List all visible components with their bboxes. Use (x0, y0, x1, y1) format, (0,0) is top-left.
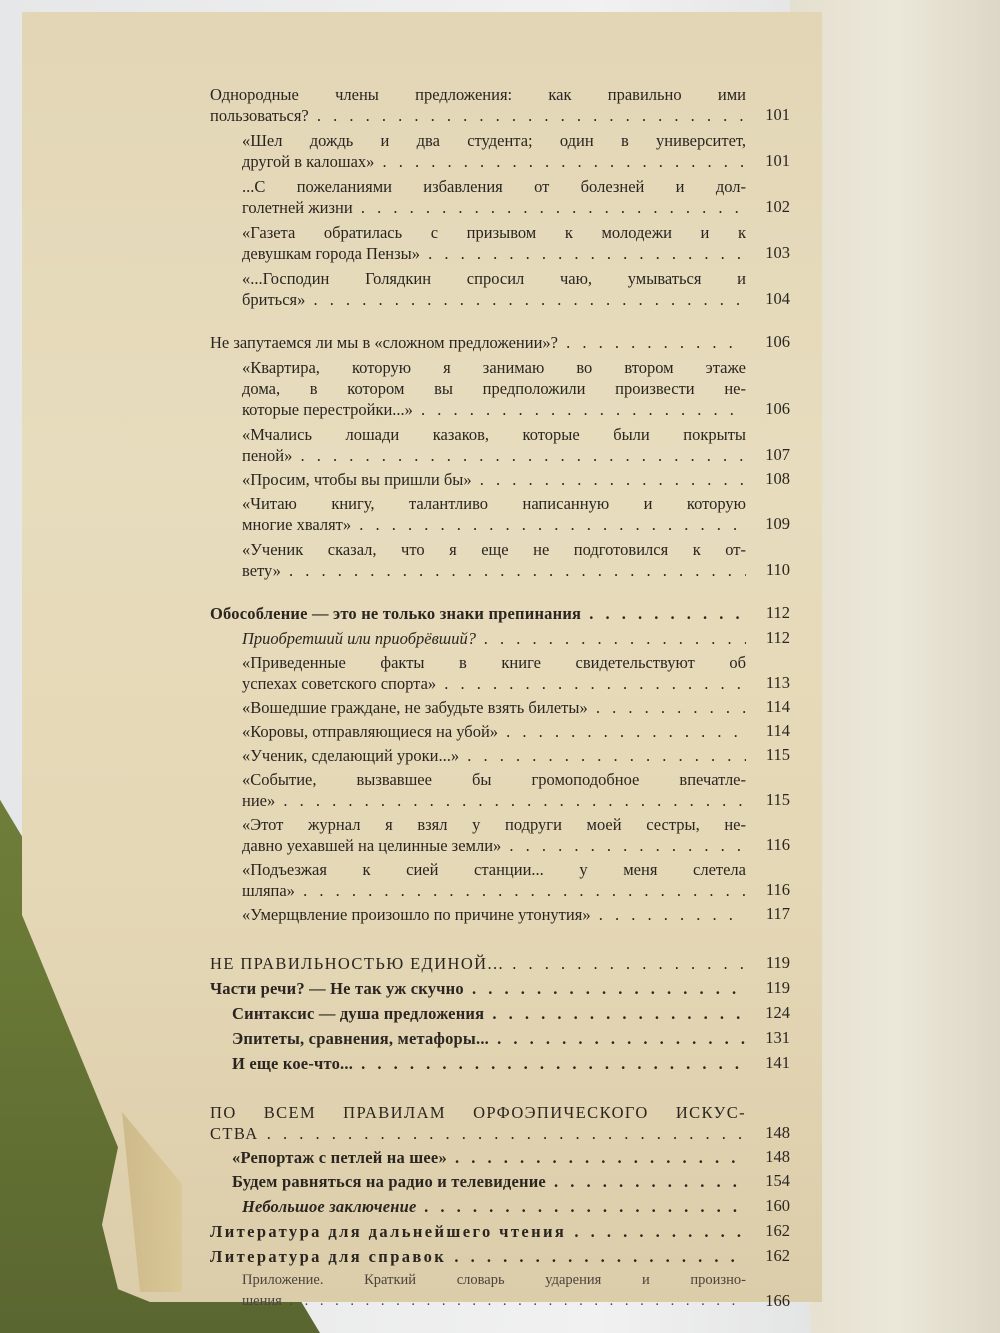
toc-line: давно уехавшей на целинные земли» . . . (242, 835, 746, 856)
toc-entry (210, 603, 790, 624)
toc-page-number: 162 (765, 1246, 790, 1265)
toc-line: Не запутаемся ли мы в «сложном предложении»? . . . (210, 332, 746, 353)
toc-line: пользоваться? . . . (210, 105, 746, 126)
toc-entry (210, 1270, 790, 1312)
toc-entry (210, 978, 790, 999)
toc-page-number: 112 (765, 603, 790, 622)
toc-entry (210, 1246, 790, 1267)
toc-entry-title (242, 268, 746, 310)
toc-entry-title (210, 603, 746, 624)
toc-line: «Подъезжая к сией станции... у меня слетела (242, 860, 746, 879)
toc-entry-title (232, 1028, 746, 1049)
toc-page-number: 115 (765, 745, 790, 764)
toc-page-number: 119 (765, 953, 790, 972)
toc-entry (210, 904, 790, 925)
toc-line: ние» . . . (242, 790, 746, 811)
toc-entry-title (242, 1196, 746, 1217)
toc-entry-title (210, 84, 746, 126)
toc-entry-title (242, 745, 746, 766)
toc-page-number: 131 (765, 1028, 790, 1047)
toc-page-number: 160 (765, 1196, 790, 1215)
toc-entry (210, 357, 790, 420)
worn-page-edge (122, 1112, 182, 1292)
toc-page-number: 148 (765, 1147, 790, 1166)
toc-entry (210, 628, 790, 649)
toc-line: «...Господин Голядкин спросил чаю, умываться и (242, 269, 746, 288)
toc-entry (210, 332, 790, 353)
toc-line: голетней жизни . . . (242, 197, 746, 218)
toc-entry (210, 84, 790, 126)
toc-line: успехах советского спорта» . . . (242, 673, 746, 694)
toc-page-number: 117 (765, 904, 790, 923)
toc-entry (210, 222, 790, 264)
toc-entry-title (242, 1270, 746, 1312)
toc-line: ...С пожеланиями избавления от болезней и дол- (242, 177, 746, 196)
toc-entry (210, 745, 790, 766)
toc-page-number: 114 (765, 721, 790, 740)
toc-entry (210, 697, 790, 718)
toc-page-number: 166 (765, 1291, 790, 1310)
toc-line: Эпитеты, сравнения, метафоры... . . . (232, 1028, 746, 1049)
toc-entry (210, 176, 790, 218)
toc-entry (210, 1196, 790, 1217)
toc-page-number: 141 (765, 1053, 790, 1072)
toc-line: И еще кое-что... . . . (232, 1053, 746, 1074)
toc-line: Будем равняться на радио и телевидение . . . (232, 1171, 746, 1192)
toc-line: «Репортаж с петлей на шее» . . . (232, 1147, 746, 1168)
toc-line: Синтаксис — душа предложения . . . (232, 1003, 746, 1024)
table-of-contents (210, 84, 790, 1312)
toc-line: Обособление — это не только знаки препинания . . . (210, 603, 746, 624)
toc-line: «Приведенные факты в книге свидетельствуют об (242, 653, 746, 672)
toc-page-number: 124 (765, 1003, 790, 1022)
toc-entry-title (210, 1221, 746, 1242)
toc-entry-title (242, 814, 746, 856)
toc-line: пеной» . . . (242, 445, 746, 466)
toc-entry-title (232, 1171, 746, 1192)
toc-entry-title (210, 978, 746, 999)
toc-entry (210, 130, 790, 172)
toc-entry (210, 814, 790, 856)
toc-entry (210, 493, 790, 535)
toc-line: девушкам города Пензы» . . . (242, 243, 746, 264)
toc-line: НЕ ПРАВИЛЬНОСТЬЮ ЕДИНОЙ... . . . (210, 953, 746, 974)
toc-page-number: 101 (765, 151, 790, 170)
toc-entry-title (232, 1147, 746, 1168)
toc-line: «Мчались лошади казаков, которые были покрыты (242, 425, 746, 444)
toc-entry-title (242, 130, 746, 172)
toc-line: Приложение. Краткий словарь ударения и произно- (242, 1272, 746, 1288)
toc-entry-title (242, 769, 746, 811)
toc-line: Однородные члены предложения: как правильно ими (210, 85, 746, 104)
toc-entry (210, 721, 790, 742)
toc-page-number: 154 (765, 1171, 790, 1190)
toc-page-number: 119 (765, 978, 790, 997)
toc-page-number: 101 (765, 105, 790, 124)
toc-page-number: 148 (765, 1123, 790, 1142)
toc-entry-title (242, 904, 746, 925)
toc-entry-title (210, 1246, 746, 1267)
toc-line: дома, в котором вы предположили произвести не- (242, 379, 746, 398)
toc-entry (210, 1053, 790, 1074)
toc-entry-title (242, 859, 746, 901)
toc-entry-title (242, 493, 746, 535)
toc-entry-title (242, 424, 746, 466)
toc-entry-title (242, 721, 746, 742)
toc-page-number: 162 (765, 1221, 790, 1240)
toc-entry (210, 859, 790, 901)
toc-page-number: 109 (765, 514, 790, 533)
toc-page-number: 116 (765, 880, 790, 899)
toc-entry (210, 1221, 790, 1242)
toc-line: СТВА . . . (210, 1123, 746, 1144)
toc-entry (210, 539, 790, 581)
toc-entry-title (210, 332, 746, 353)
toc-line: бриться» . . . (242, 289, 746, 310)
toc-entry-title (242, 469, 746, 490)
toc-entry-title (232, 1003, 746, 1024)
toc-entry-title (232, 1053, 746, 1074)
toc-line: Небольшое заключение . . . (242, 1196, 746, 1217)
toc-entry (210, 1028, 790, 1049)
toc-line: другой в калошах» . . . (242, 151, 746, 172)
toc-entry-title (242, 176, 746, 218)
toc-page-number: 102 (765, 197, 790, 216)
toc-entry (210, 1171, 790, 1192)
toc-line: Части речи? — Не так уж скучно . . . (210, 978, 746, 999)
toc-line: которые перестройки...» . . . (242, 399, 746, 420)
toc-entry-title (210, 1102, 746, 1144)
toc-line: шения . . . (242, 1291, 746, 1312)
toc-line: «Квартира, которую я занимаю во втором этаже (242, 358, 746, 377)
toc-page-number: 116 (765, 835, 790, 854)
toc-line: Приобретший или приобрёвший? . . . (242, 628, 746, 649)
toc-page-number: 110 (765, 560, 790, 579)
toc-page-number: 114 (765, 697, 790, 716)
toc-entry-title (242, 628, 746, 649)
toc-line: «Умерщвление произошло по причине утонутия» . . . (242, 904, 746, 925)
toc-line: шляпа» . . . (242, 880, 746, 901)
toc-page-number: 107 (765, 445, 790, 464)
toc-line: «Читаю книгу, талантливо написанную и которую (242, 494, 746, 513)
toc-page-number: 112 (765, 628, 790, 647)
toc-line: «Просим, чтобы вы пришли бы» . . . (242, 469, 746, 490)
toc-line: «Коровы, отправляющиеся на убой» . . . (242, 721, 746, 742)
toc-entry (210, 953, 790, 974)
toc-entry (210, 1003, 790, 1024)
toc-entry (210, 1102, 790, 1144)
toc-entry-title (242, 539, 746, 581)
toc-line: «Шел дождь и два студента; один в университет, (242, 131, 746, 150)
toc-line: Литература для дальнейшего чтения . . . (210, 1221, 746, 1242)
toc-line: «Газета обратилась с призывом к молодежи и к (242, 223, 746, 242)
toc-entry-title (210, 953, 746, 974)
toc-line: «Ученик, сделающий уроки...» . . . (242, 745, 746, 766)
toc-entry-title (242, 222, 746, 264)
toc-line: Литература для справок . . . (210, 1246, 746, 1267)
toc-line: вету» . . . (242, 560, 746, 581)
toc-page-number: 106 (765, 332, 790, 351)
toc-page-number: 115 (765, 790, 790, 809)
toc-page-number: 104 (765, 289, 790, 308)
toc-line: «Вошедшие граждане, не забудьте взять билеты» . . . (242, 697, 746, 718)
toc-page-number: 103 (765, 243, 790, 262)
toc-line: «Ученик сказал, что я еще не подготовился к от- (242, 540, 746, 559)
toc-entry (210, 424, 790, 466)
toc-page-number: 113 (765, 673, 790, 692)
toc-entry (210, 652, 790, 694)
toc-entry (210, 769, 790, 811)
toc-entry (210, 1147, 790, 1168)
toc-line: «Событие, вызвавшее бы громоподобное впечатле- (242, 770, 746, 789)
toc-entry-title (242, 357, 746, 420)
toc-entry-title (242, 652, 746, 694)
toc-entry (210, 268, 790, 310)
toc-entry-title (242, 697, 746, 718)
toc-entry (210, 469, 790, 490)
toc-page-number: 106 (765, 399, 790, 418)
toc-line: «Этот журнал я взял у подруги моей сестры, не- (242, 815, 746, 834)
toc-line: ПО ВСЕМ ПРАВИЛАМ ОРФОЭПИЧЕСКОГО ИСКУС- (210, 1103, 746, 1122)
toc-page-number: 108 (765, 469, 790, 488)
toc-line: многие хвалят» . . . (242, 514, 746, 535)
